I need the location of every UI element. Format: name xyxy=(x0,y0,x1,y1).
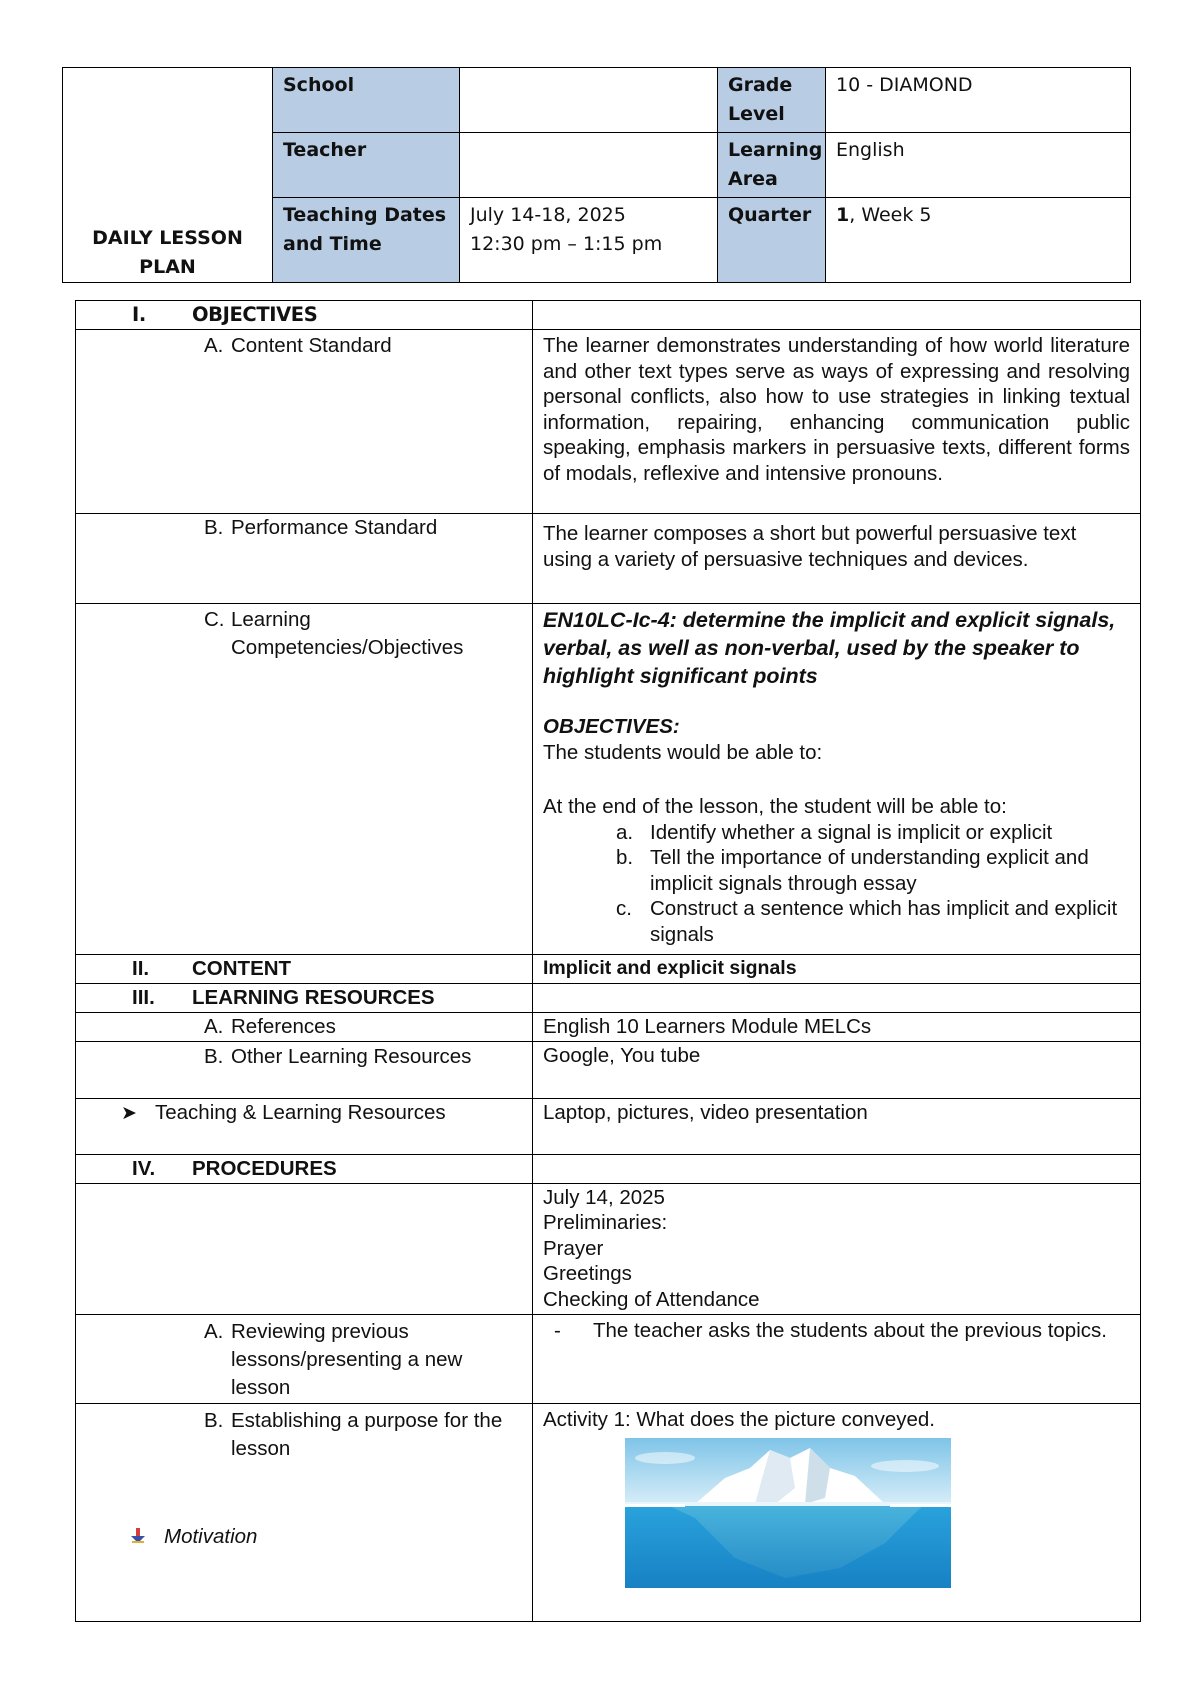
teaching-resources-label: Teaching & Learning Resources xyxy=(155,1101,446,1124)
procedures-row xyxy=(76,1155,1141,1184)
grade-level-value: 10 - DIAMOND xyxy=(826,68,1131,133)
item-letter: A. xyxy=(204,334,224,357)
teacher-value xyxy=(460,133,718,198)
section-number: III. xyxy=(132,986,155,1009)
activity-text: Activity 1: What does the picture conveyed. xyxy=(543,1407,935,1431)
school-value xyxy=(460,68,718,133)
objective-letter: b. xyxy=(616,846,634,869)
quarter-label: Quarter xyxy=(718,198,826,283)
section-title: LEARNING RESOURCES xyxy=(192,986,435,1009)
learning-area-label: Learning Area xyxy=(718,133,826,198)
reviewing-text: The teacher asks the students about the previous topics. xyxy=(593,1318,1107,1342)
competency-code: EN10LC-Ic-4: determine the implicit and explicit signals, verbal, as well as non-verbal, used by the speaker to highlight significant points xyxy=(543,608,1116,688)
other-resources-value: Google, You tube xyxy=(533,1042,1141,1099)
item-letter: B. xyxy=(204,1045,224,1068)
iceberg-image xyxy=(625,1438,951,1588)
item-letter: B. xyxy=(204,1408,224,1432)
prelim-line: Preliminaries: xyxy=(543,1211,668,1234)
reviewing-label: Reviewing previous lessons/presenting a new lesson xyxy=(231,1319,463,1399)
arrow-bullet-icon: ➤ xyxy=(121,1103,137,1124)
purpose-label: Establishing a purpose for the lesson xyxy=(231,1408,503,1460)
objectives-heading: OBJECTIVES: xyxy=(543,715,680,738)
arrow-down-bullet-icon xyxy=(130,1528,146,1544)
objectives-lead: At the end of the lesson, the student will be able to: xyxy=(543,795,1007,818)
other-resources-label: Other Learning Resources xyxy=(231,1045,472,1068)
grade-level-label: Grade Level xyxy=(718,68,826,133)
objective-letter: a. xyxy=(616,820,634,844)
other-resources-row xyxy=(76,1042,1141,1099)
header-table xyxy=(62,67,1131,283)
content-row xyxy=(76,955,1141,984)
motivation-label: Motivation xyxy=(164,1524,258,1548)
preliminaries-row xyxy=(76,1183,1141,1314)
section-title: PROCEDURES xyxy=(192,1157,337,1180)
objective-item xyxy=(543,845,1130,896)
teaching-resources-value: Laptop, pictures, video presentation xyxy=(533,1099,1141,1155)
item-letter: C. xyxy=(204,608,225,631)
lesson-plan-table xyxy=(75,300,1141,1622)
objective-text: Construct a sentence which has implicit and explicit signals xyxy=(650,897,1118,946)
performance-standard-row xyxy=(76,514,1141,604)
references-label: References xyxy=(231,1015,336,1038)
competencies-row xyxy=(76,604,1141,955)
competencies-label: Learning Competencies/Objectives xyxy=(231,608,464,659)
teaching-time-line: 12:30 pm – 1:15 pm xyxy=(470,233,663,255)
references-row xyxy=(76,1013,1141,1042)
objective-text: Tell the importance of understanding explicit and implicit signals through essay xyxy=(650,846,1089,895)
quarter-number: 1 xyxy=(836,204,850,226)
resources-row xyxy=(76,984,1141,1013)
item-letter: A. xyxy=(204,1015,224,1038)
teaching-dates-value xyxy=(460,198,718,283)
item-letter: B. xyxy=(204,516,224,539)
section-number: IV. xyxy=(132,1157,156,1180)
document-title: DAILY LESSON PLAN xyxy=(63,68,273,283)
objective-text: Identify whether a signal is implicit or explicit xyxy=(650,820,1053,844)
prelim-line: Prayer xyxy=(543,1236,604,1260)
section-title: OBJECTIVES xyxy=(192,303,318,326)
section-number: I. xyxy=(132,303,146,326)
teacher-label: Teacher xyxy=(273,133,460,198)
performance-standard-text: The learner composes a short but powerful persuasive text using a variety of persuasive techniques and devices. xyxy=(533,514,1141,604)
prelim-line: July 14, 2025 xyxy=(543,1185,665,1209)
section-number: II. xyxy=(132,957,150,980)
item-letter: A. xyxy=(204,1319,224,1343)
references-value: English 10 Learners Module MELCs xyxy=(533,1013,1141,1042)
content-standard-label: Content Standard xyxy=(231,334,392,357)
purpose-row xyxy=(76,1403,1141,1621)
objective-item xyxy=(543,820,1130,846)
teaching-dates-line: July 14-18, 2025 xyxy=(470,204,626,226)
quarter-week: , Week 5 xyxy=(849,204,932,226)
learning-area-value: English xyxy=(826,133,1131,198)
teaching-dates-label: Teaching Dates and Time xyxy=(273,198,460,283)
quarter-value xyxy=(826,198,1131,283)
reviewing-row xyxy=(76,1314,1141,1403)
content-standard-row xyxy=(76,330,1141,514)
content-value: Implicit and explicit signals xyxy=(533,955,1141,984)
school-label: School xyxy=(273,68,460,133)
prelim-line: Checking of Attendance xyxy=(543,1287,760,1311)
performance-standard-label: Performance Standard xyxy=(231,516,438,539)
section-title: CONTENT xyxy=(192,957,292,980)
objectives-intro: The students would be able to: xyxy=(543,740,823,764)
content-standard-text: The learner demonstrates understanding of how world literature and other text types serve as ways of expressing and resolving personal conflicts, also how to use strategies in linking textual information, repairing, enhancing communication public speaking, emphasis markers in persuasive texts, different forms of modals, reflexive and intensive pronouns. xyxy=(533,330,1141,514)
objective-item xyxy=(543,896,1130,947)
dash-bullet: - xyxy=(554,1318,561,1342)
teaching-resources-row xyxy=(76,1099,1141,1155)
objective-letter: c. xyxy=(616,897,632,920)
prelim-line: Greetings xyxy=(543,1262,632,1285)
objectives-row xyxy=(76,301,1141,330)
